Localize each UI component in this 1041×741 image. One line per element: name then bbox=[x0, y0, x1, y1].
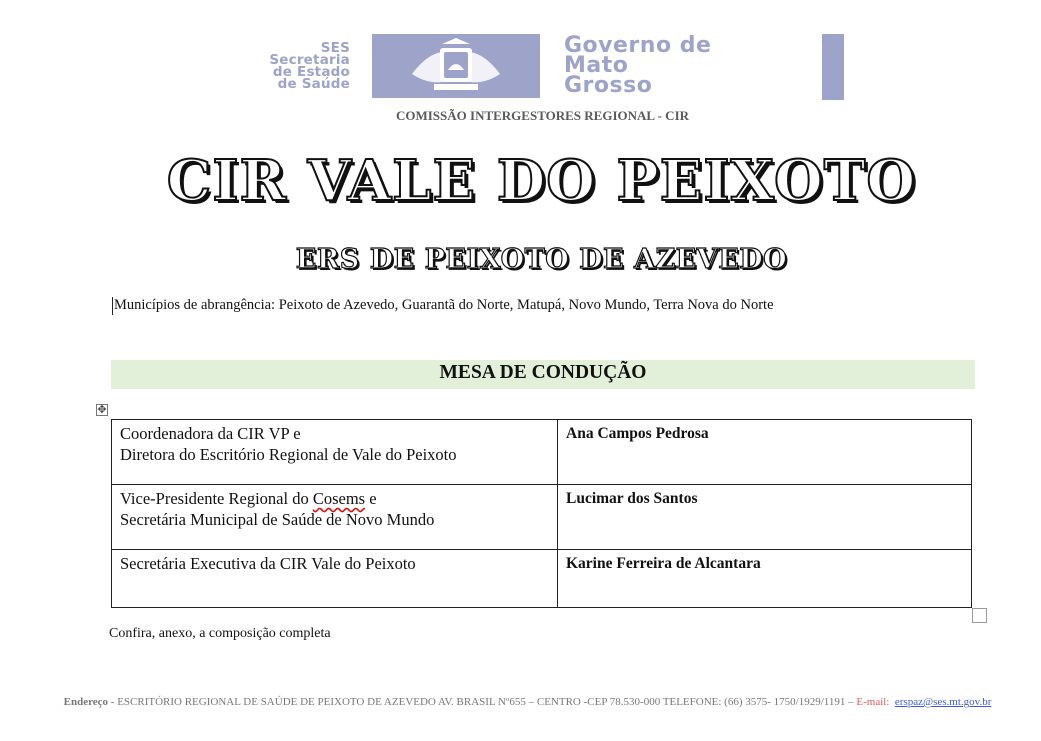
ses-logo-line: de Saúde bbox=[277, 76, 350, 92]
spellcheck-word[interactable]: Cosems bbox=[312, 489, 366, 508]
table-cell-name[interactable]: Ana Campos Pedrosa bbox=[558, 420, 972, 485]
role-line: Secretária Executiva da CIR Vale do Peixoto bbox=[120, 554, 416, 573]
municipios-label: Municípios de abrangência: bbox=[114, 297, 276, 313]
resize-square-icon[interactable] bbox=[972, 608, 987, 623]
footer-email-label: E-mail: bbox=[856, 696, 890, 708]
table-cell-name[interactable]: Lucimar dos Santos bbox=[558, 485, 972, 550]
note-paragraph[interactable]: Confira, anexo, a composição completa bbox=[109, 626, 331, 641]
table-row bbox=[112, 485, 972, 550]
ses-logo-line: de Estado bbox=[272, 64, 350, 80]
table-cell-role[interactable] bbox=[112, 420, 558, 485]
role-text: Vice-Presidente Regional do bbox=[120, 489, 313, 508]
footer-email-link[interactable]: erspaz@ses.mt.gov.br bbox=[894, 696, 992, 708]
footer-label: Endereço bbox=[63, 696, 109, 708]
gov-logo-bar bbox=[822, 34, 844, 100]
text-cursor bbox=[112, 297, 113, 315]
table-cell-role[interactable] bbox=[112, 485, 558, 550]
commission-heading: COMISSÃO INTERGESTORES REGIONAL - CIR bbox=[395, 108, 690, 123]
table-cell-name[interactable]: Karine Ferreira de Alcantara bbox=[558, 550, 972, 608]
table-row bbox=[112, 420, 972, 485]
gov-logo-line: Governo de bbox=[564, 33, 712, 58]
gov-logo bbox=[564, 33, 814, 98]
role-line: Coordenadora da CIR VP e bbox=[120, 424, 301, 443]
footer-text: - ESCRITÓRIO REGIONAL DE SAÚDE DE PEIXOTO DE AZEVEDO AV. BRASIL Nº655 – CENTRO -CEP 78.530-000 TELEFONE: (66) 3575- 1750/1929/1191 – bbox=[108, 696, 857, 708]
table-row bbox=[112, 550, 972, 608]
page-title: CIR VALE DO PEIXOTO bbox=[166, 148, 917, 214]
role-text: e bbox=[365, 489, 377, 508]
mesa-heading: MESA DE CONDUÇÃO bbox=[439, 362, 647, 383]
table-cell-role[interactable] bbox=[112, 550, 558, 608]
role-line: Secretária Municipal de Saúde de Novo Mundo bbox=[120, 510, 435, 529]
footer-address bbox=[0, 696, 1041, 708]
municipios-paragraph[interactable] bbox=[114, 297, 774, 314]
gov-logo-line: Grosso bbox=[564, 73, 653, 98]
mesa-table bbox=[111, 419, 972, 608]
gov-logo-line: Mato bbox=[564, 53, 629, 78]
ses-logo-line: Secretaria bbox=[269, 52, 350, 68]
role-line: Diretora do Escritório Regional de Vale do Peixoto bbox=[120, 445, 457, 464]
ses-logo bbox=[232, 42, 350, 90]
role-line bbox=[120, 488, 549, 509]
state-crest-icon bbox=[372, 34, 540, 98]
ses-logo-line: SES bbox=[320, 40, 350, 56]
municipios-value: Peixoto de Azevedo, Guarantã do Norte, Matupá, Novo Mundo, Terra Nova do Norte bbox=[278, 297, 774, 313]
move-arrows-icon[interactable]: ✥ bbox=[97, 403, 107, 416]
page-subtitle: ERS DE PEIXOTO DE AZEVEDO bbox=[295, 244, 788, 275]
